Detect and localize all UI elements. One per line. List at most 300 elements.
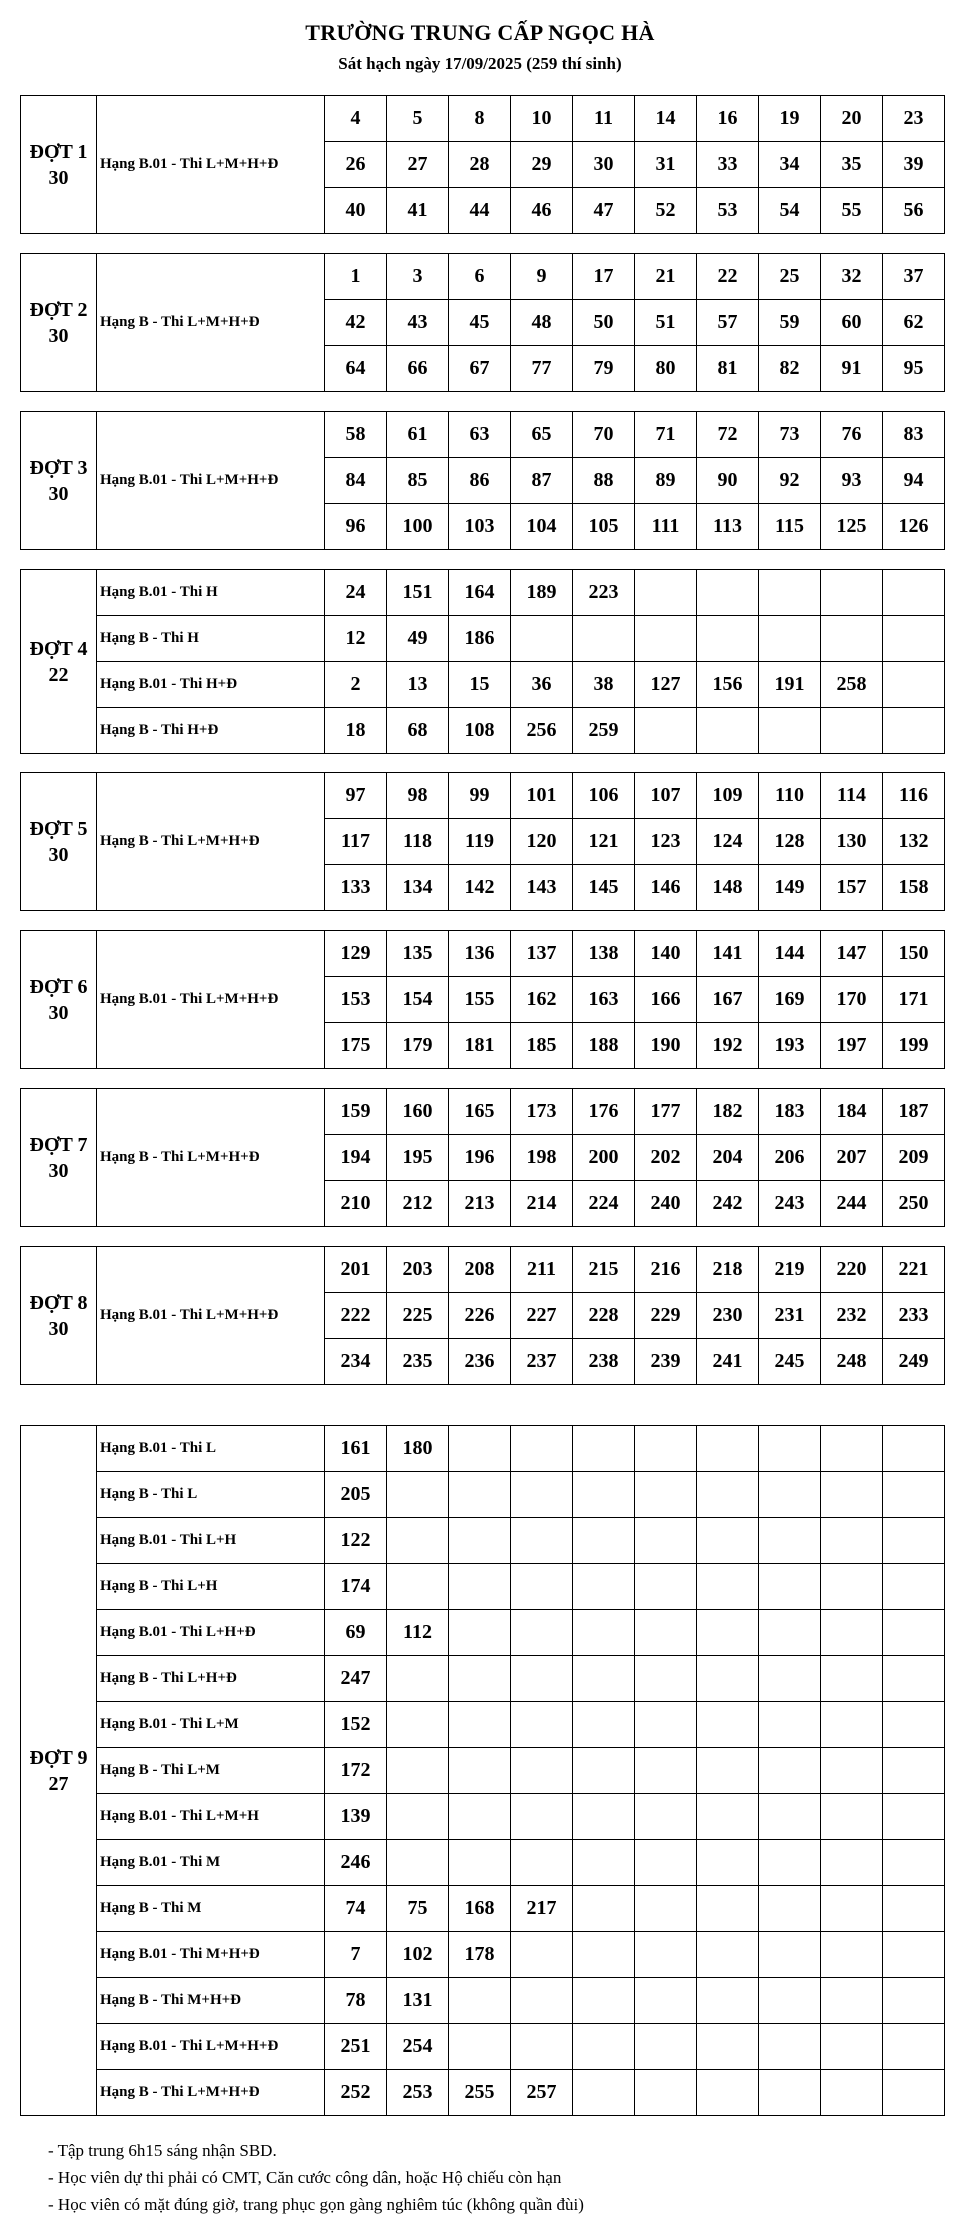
candidate-number: 242 xyxy=(697,1181,759,1227)
note-line: - Học viên có mặt đúng giờ, trang phục gọn gàng nghiêm túc (không quần đùi) xyxy=(48,2195,584,2214)
empty-cell xyxy=(573,1518,635,1564)
candidate-number: 100 xyxy=(387,504,449,550)
empty-cell xyxy=(759,1932,821,1978)
candidate-number: 27 xyxy=(387,142,449,188)
empty-cell xyxy=(511,1656,573,1702)
candidate-number: 13 xyxy=(387,662,449,708)
candidate-number: 165 xyxy=(449,1089,511,1135)
candidate-number: 164 xyxy=(449,570,511,616)
empty-cell xyxy=(511,1518,573,1564)
candidate-number: 155 xyxy=(449,977,511,1023)
note-line: - Học viên dự thi phải có CMT, Căn cước công dân, hoặc Hộ chiếu còn hạn xyxy=(48,2168,562,2187)
table-row xyxy=(21,1656,945,1702)
candidate-number: 87 xyxy=(511,458,573,504)
candidate-number: 110 xyxy=(759,773,821,819)
empty-cell xyxy=(449,1472,511,1518)
candidate-number: 3 xyxy=(387,254,449,300)
candidate-number: 55 xyxy=(821,188,883,234)
table-row xyxy=(21,1794,945,1840)
batch-label xyxy=(21,1426,97,2116)
empty-cell xyxy=(449,1794,511,1840)
empty-cell xyxy=(573,1656,635,1702)
candidate-number: 210 xyxy=(325,1181,387,1227)
candidate-number: 2 xyxy=(325,662,387,708)
empty-cell xyxy=(883,1518,945,1564)
category-hang-b-thi-l-m: Hạng B - Thi L+M xyxy=(97,1748,325,1794)
empty-cell xyxy=(821,1656,883,1702)
empty-cell xyxy=(387,1840,449,1886)
empty-cell xyxy=(573,1886,635,1932)
batch-name: ĐỢT 6 xyxy=(29,975,88,998)
note-line: - Tập trung 6h15 sáng nhận SBD. xyxy=(48,2141,277,2160)
empty-cell xyxy=(573,1610,635,1656)
empty-cell xyxy=(511,1748,573,1794)
batch-label xyxy=(21,931,97,1069)
candidate-number: 21 xyxy=(635,254,697,300)
batch-count: 27 xyxy=(48,1772,69,1795)
candidate-number: 94 xyxy=(883,458,945,504)
category-hang-b-01-thi-l-m-h-d: Hạng B.01 - Thi L+M+H+Đ xyxy=(97,2024,325,2070)
empty-cell xyxy=(883,2024,945,2070)
candidate-number: 175 xyxy=(325,1023,387,1069)
candidate-number: 83 xyxy=(883,412,945,458)
empty-cell xyxy=(511,1794,573,1840)
candidate-number: 171 xyxy=(883,977,945,1023)
candidate-number: 157 xyxy=(821,865,883,911)
empty-cell xyxy=(387,1518,449,1564)
table-row xyxy=(21,96,945,142)
candidate-number: 176 xyxy=(573,1089,635,1135)
empty-cell xyxy=(635,1518,697,1564)
candidate-number: 76 xyxy=(821,412,883,458)
candidate-number: 44 xyxy=(449,188,511,234)
empty-cell xyxy=(883,1932,945,1978)
candidate-number: 134 xyxy=(387,865,449,911)
candidate-number: 161 xyxy=(325,1426,387,1472)
empty-cell xyxy=(821,708,883,754)
empty-cell xyxy=(449,2024,511,2070)
candidate-number: 205 xyxy=(325,1472,387,1518)
empty-cell xyxy=(883,1840,945,1886)
candidate-number: 212 xyxy=(387,1181,449,1227)
candidate-number: 174 xyxy=(325,1564,387,1610)
empty-cell xyxy=(511,1564,573,1610)
empty-cell xyxy=(883,1978,945,2024)
empty-cell xyxy=(573,1840,635,1886)
empty-cell xyxy=(387,1702,449,1748)
candidate-number: 35 xyxy=(821,142,883,188)
empty-cell xyxy=(697,1518,759,1564)
candidate-number: 40 xyxy=(325,188,387,234)
empty-cell xyxy=(573,2070,635,2116)
candidate-number: 78 xyxy=(325,1978,387,2024)
candidate-number: 46 xyxy=(511,188,573,234)
candidate-number: 241 xyxy=(697,1339,759,1385)
empty-cell xyxy=(883,1656,945,1702)
candidate-number: 150 xyxy=(883,931,945,977)
candidate-number: 73 xyxy=(759,412,821,458)
empty-cell xyxy=(759,1656,821,1702)
notes-list xyxy=(48,2137,584,2218)
candidate-number: 201 xyxy=(325,1247,387,1293)
candidate-number: 61 xyxy=(387,412,449,458)
candidate-number: 29 xyxy=(511,142,573,188)
candidate-number: 211 xyxy=(511,1247,573,1293)
table-row xyxy=(21,1702,945,1748)
candidate-number: 18 xyxy=(325,708,387,754)
category-hang-b-thi-l-h: Hạng B - Thi L+H xyxy=(97,1564,325,1610)
candidate-number: 220 xyxy=(821,1247,883,1293)
candidate-number: 209 xyxy=(883,1135,945,1181)
table-row xyxy=(21,662,945,708)
empty-cell xyxy=(697,616,759,662)
batch-count: 30 xyxy=(48,1159,69,1182)
candidate-number: 28 xyxy=(449,142,511,188)
candidate-number: 144 xyxy=(759,931,821,977)
empty-cell xyxy=(511,2024,573,2070)
candidate-number: 58 xyxy=(325,412,387,458)
candidate-number: 15 xyxy=(449,662,511,708)
empty-cell xyxy=(883,2070,945,2116)
candidate-number: 132 xyxy=(883,819,945,865)
candidate-number: 120 xyxy=(511,819,573,865)
candidate-number: 183 xyxy=(759,1089,821,1135)
batch-name: ĐỢT 5 xyxy=(29,817,88,840)
candidate-number: 199 xyxy=(883,1023,945,1069)
batch-name: ĐỢT 8 xyxy=(29,1291,88,1314)
candidate-number: 91 xyxy=(821,346,883,392)
table-row xyxy=(21,773,945,819)
candidate-number: 72 xyxy=(697,412,759,458)
batch-table-9 xyxy=(20,1425,945,2116)
candidate-number: 145 xyxy=(573,865,635,911)
empty-cell xyxy=(759,1886,821,1932)
table-row xyxy=(21,1840,945,1886)
candidate-number: 215 xyxy=(573,1247,635,1293)
candidate-number: 129 xyxy=(325,931,387,977)
candidate-number: 9 xyxy=(511,254,573,300)
candidate-number: 224 xyxy=(573,1181,635,1227)
batch-table-1 xyxy=(20,95,945,234)
batch-table-2 xyxy=(20,253,945,392)
candidate-number: 103 xyxy=(449,504,511,550)
candidate-number: 184 xyxy=(821,1089,883,1135)
candidate-number: 71 xyxy=(635,412,697,458)
candidate-number: 255 xyxy=(449,2070,511,2116)
batch-table-7 xyxy=(20,1088,945,1227)
candidate-number: 84 xyxy=(325,458,387,504)
empty-cell xyxy=(387,1656,449,1702)
candidate-number: 116 xyxy=(883,773,945,819)
empty-cell xyxy=(697,1610,759,1656)
candidate-number: 54 xyxy=(759,188,821,234)
candidate-number: 1 xyxy=(325,254,387,300)
empty-cell xyxy=(573,1564,635,1610)
candidate-number: 124 xyxy=(697,819,759,865)
candidate-number: 49 xyxy=(387,616,449,662)
empty-cell xyxy=(883,1886,945,1932)
candidate-number: 33 xyxy=(697,142,759,188)
candidate-number: 68 xyxy=(387,708,449,754)
candidate-number: 34 xyxy=(759,142,821,188)
empty-cell xyxy=(821,2070,883,2116)
empty-cell xyxy=(387,1794,449,1840)
candidate-number: 62 xyxy=(883,300,945,346)
table-row xyxy=(21,616,945,662)
batch-count: 30 xyxy=(48,166,69,189)
candidate-number: 221 xyxy=(883,1247,945,1293)
empty-cell xyxy=(573,1978,635,2024)
candidate-number: 47 xyxy=(573,188,635,234)
empty-cell xyxy=(635,1564,697,1610)
candidate-number: 213 xyxy=(449,1181,511,1227)
candidate-number: 25 xyxy=(759,254,821,300)
candidate-number: 64 xyxy=(325,346,387,392)
category-hang-b-thi-m-h-d: Hạng B - Thi M+H+Đ xyxy=(97,1978,325,2024)
candidate-number: 106 xyxy=(573,773,635,819)
category-hang-b-01-thi-l-h: Hạng B.01 - Thi L+H xyxy=(97,1518,325,1564)
candidate-number: 20 xyxy=(821,96,883,142)
batch-table-5 xyxy=(20,772,945,911)
candidate-number: 31 xyxy=(635,142,697,188)
candidate-number: 181 xyxy=(449,1023,511,1069)
candidate-number: 112 xyxy=(387,1610,449,1656)
candidate-number: 237 xyxy=(511,1339,573,1385)
candidate-number: 158 xyxy=(883,865,945,911)
candidate-number: 138 xyxy=(573,931,635,977)
empty-cell xyxy=(511,1472,573,1518)
batch-label xyxy=(21,1089,97,1227)
batch-count: 30 xyxy=(48,482,69,505)
candidate-number: 166 xyxy=(635,977,697,1023)
candidate-number: 82 xyxy=(759,346,821,392)
candidate-number: 65 xyxy=(511,412,573,458)
candidate-number: 95 xyxy=(883,346,945,392)
candidate-number: 225 xyxy=(387,1293,449,1339)
candidate-number: 234 xyxy=(325,1339,387,1385)
empty-cell xyxy=(821,1840,883,1886)
empty-cell xyxy=(449,1656,511,1702)
empty-cell xyxy=(635,1610,697,1656)
empty-cell xyxy=(821,1748,883,1794)
empty-cell xyxy=(821,1472,883,1518)
category-hang-b-01-thi-l-m-h-d: Hạng B.01 - Thi L+M+H+Đ xyxy=(97,931,325,1069)
category-hang-b-thi-l-m-h-d: Hạng B - Thi L+M+H+Đ xyxy=(97,773,325,911)
candidate-number: 98 xyxy=(387,773,449,819)
table-row xyxy=(21,2070,945,2116)
batch-name: ĐỢT 7 xyxy=(29,1133,88,1156)
table-row xyxy=(21,708,945,754)
empty-cell xyxy=(697,1886,759,1932)
table-row xyxy=(21,1748,945,1794)
candidate-number: 146 xyxy=(635,865,697,911)
category-hang-b-01-thi-m: Hạng B.01 - Thi M xyxy=(97,1840,325,1886)
candidate-number: 252 xyxy=(325,2070,387,2116)
candidate-number: 75 xyxy=(387,1886,449,1932)
empty-cell xyxy=(573,1426,635,1472)
candidate-number: 32 xyxy=(821,254,883,300)
empty-cell xyxy=(635,616,697,662)
batch-name: ĐỢT 3 xyxy=(29,456,88,479)
empty-cell xyxy=(511,616,573,662)
empty-cell xyxy=(759,1840,821,1886)
candidate-number: 114 xyxy=(821,773,883,819)
empty-cell xyxy=(511,1840,573,1886)
empty-cell xyxy=(635,1978,697,2024)
empty-cell xyxy=(883,708,945,754)
category-hang-b-thi-l-m-h-d: Hạng B - Thi L+M+H+Đ xyxy=(97,1089,325,1227)
candidate-number: 14 xyxy=(635,96,697,142)
candidate-number: 207 xyxy=(821,1135,883,1181)
candidate-number: 70 xyxy=(573,412,635,458)
candidate-number: 92 xyxy=(759,458,821,504)
empty-cell xyxy=(759,1978,821,2024)
empty-cell xyxy=(511,1702,573,1748)
candidate-number: 229 xyxy=(635,1293,697,1339)
candidate-number: 156 xyxy=(697,662,759,708)
candidate-number: 90 xyxy=(697,458,759,504)
candidate-number: 189 xyxy=(511,570,573,616)
candidate-number: 162 xyxy=(511,977,573,1023)
empty-cell xyxy=(511,1932,573,1978)
empty-cell xyxy=(821,570,883,616)
candidate-number: 52 xyxy=(635,188,697,234)
candidate-number: 149 xyxy=(759,865,821,911)
empty-cell xyxy=(821,1426,883,1472)
batch-label xyxy=(21,254,97,392)
table-row xyxy=(21,1426,945,1472)
candidate-number: 192 xyxy=(697,1023,759,1069)
candidate-number: 42 xyxy=(325,300,387,346)
empty-cell xyxy=(511,1978,573,2024)
candidate-number: 67 xyxy=(449,346,511,392)
candidate-number: 50 xyxy=(573,300,635,346)
candidate-number: 147 xyxy=(821,931,883,977)
candidate-number: 159 xyxy=(325,1089,387,1135)
batch-table-4 xyxy=(20,569,945,754)
candidate-number: 38 xyxy=(573,662,635,708)
candidate-number: 108 xyxy=(449,708,511,754)
candidate-number: 202 xyxy=(635,1135,697,1181)
batch-name: ĐỢT 9 xyxy=(29,1746,88,1769)
candidate-number: 193 xyxy=(759,1023,821,1069)
candidate-number: 19 xyxy=(759,96,821,142)
candidate-number: 218 xyxy=(697,1247,759,1293)
table-row xyxy=(21,254,945,300)
batch-count: 30 xyxy=(48,324,69,347)
empty-cell xyxy=(635,570,697,616)
candidate-number: 248 xyxy=(821,1339,883,1385)
empty-cell xyxy=(821,1610,883,1656)
candidate-number: 102 xyxy=(387,1932,449,1978)
candidate-number: 89 xyxy=(635,458,697,504)
empty-cell xyxy=(573,1472,635,1518)
candidate-number: 66 xyxy=(387,346,449,392)
empty-cell xyxy=(883,616,945,662)
empty-cell xyxy=(821,1794,883,1840)
empty-cell xyxy=(883,1610,945,1656)
candidate-number: 105 xyxy=(573,504,635,550)
empty-cell xyxy=(821,1978,883,2024)
empty-cell xyxy=(821,616,883,662)
category-hang-b-01-thi-h: Hạng B.01 - Thi H xyxy=(97,570,325,616)
candidate-number: 43 xyxy=(387,300,449,346)
empty-cell xyxy=(697,1472,759,1518)
candidate-number: 251 xyxy=(325,2024,387,2070)
candidate-number: 208 xyxy=(449,1247,511,1293)
empty-cell xyxy=(635,2070,697,2116)
batch-label xyxy=(21,1247,97,1385)
empty-cell xyxy=(697,1794,759,1840)
empty-cell xyxy=(759,1794,821,1840)
candidate-number: 238 xyxy=(573,1339,635,1385)
candidate-number: 151 xyxy=(387,570,449,616)
empty-cell xyxy=(821,1702,883,1748)
candidate-number: 93 xyxy=(821,458,883,504)
candidate-number: 244 xyxy=(821,1181,883,1227)
category-hang-b-01-thi-l-m-h: Hạng B.01 - Thi L+M+H xyxy=(97,1794,325,1840)
candidate-number: 8 xyxy=(449,96,511,142)
candidate-number: 119 xyxy=(449,819,511,865)
empty-cell xyxy=(449,1978,511,2024)
batch-label xyxy=(21,412,97,550)
candidate-number: 37 xyxy=(883,254,945,300)
table-row xyxy=(21,1932,945,1978)
candidate-number: 148 xyxy=(697,865,759,911)
table-row xyxy=(21,1518,945,1564)
candidate-number: 233 xyxy=(883,1293,945,1339)
empty-cell xyxy=(759,1702,821,1748)
empty-cell xyxy=(759,616,821,662)
empty-cell xyxy=(697,1702,759,1748)
empty-cell xyxy=(635,1702,697,1748)
candidate-number: 173 xyxy=(511,1089,573,1135)
candidate-number: 172 xyxy=(325,1748,387,1794)
candidate-number: 180 xyxy=(387,1426,449,1472)
candidate-number: 195 xyxy=(387,1135,449,1181)
candidate-number: 163 xyxy=(573,977,635,1023)
candidate-number: 154 xyxy=(387,977,449,1023)
empty-cell xyxy=(821,1932,883,1978)
empty-cell xyxy=(449,1748,511,1794)
candidate-number: 142 xyxy=(449,865,511,911)
table-row xyxy=(21,1610,945,1656)
candidate-number: 12 xyxy=(325,616,387,662)
batch-label xyxy=(21,570,97,754)
empty-cell xyxy=(573,616,635,662)
empty-cell xyxy=(697,570,759,616)
empty-cell xyxy=(573,1702,635,1748)
table-row xyxy=(21,1472,945,1518)
candidate-number: 249 xyxy=(883,1339,945,1385)
empty-cell xyxy=(635,1932,697,1978)
candidate-number: 60 xyxy=(821,300,883,346)
candidate-number: 256 xyxy=(511,708,573,754)
empty-cell xyxy=(821,1564,883,1610)
empty-cell xyxy=(635,2024,697,2070)
candidate-number: 247 xyxy=(325,1656,387,1702)
candidate-number: 254 xyxy=(387,2024,449,2070)
candidate-number: 250 xyxy=(883,1181,945,1227)
page-subtitle: Sát hạch ngày 17/09/2025 (259 thí sinh) xyxy=(338,54,622,73)
candidate-number: 131 xyxy=(387,1978,449,2024)
candidate-number: 139 xyxy=(325,1794,387,1840)
candidate-number: 126 xyxy=(883,504,945,550)
candidate-number: 6 xyxy=(449,254,511,300)
candidate-number: 231 xyxy=(759,1293,821,1339)
empty-cell xyxy=(759,2070,821,2116)
empty-cell xyxy=(635,1794,697,1840)
